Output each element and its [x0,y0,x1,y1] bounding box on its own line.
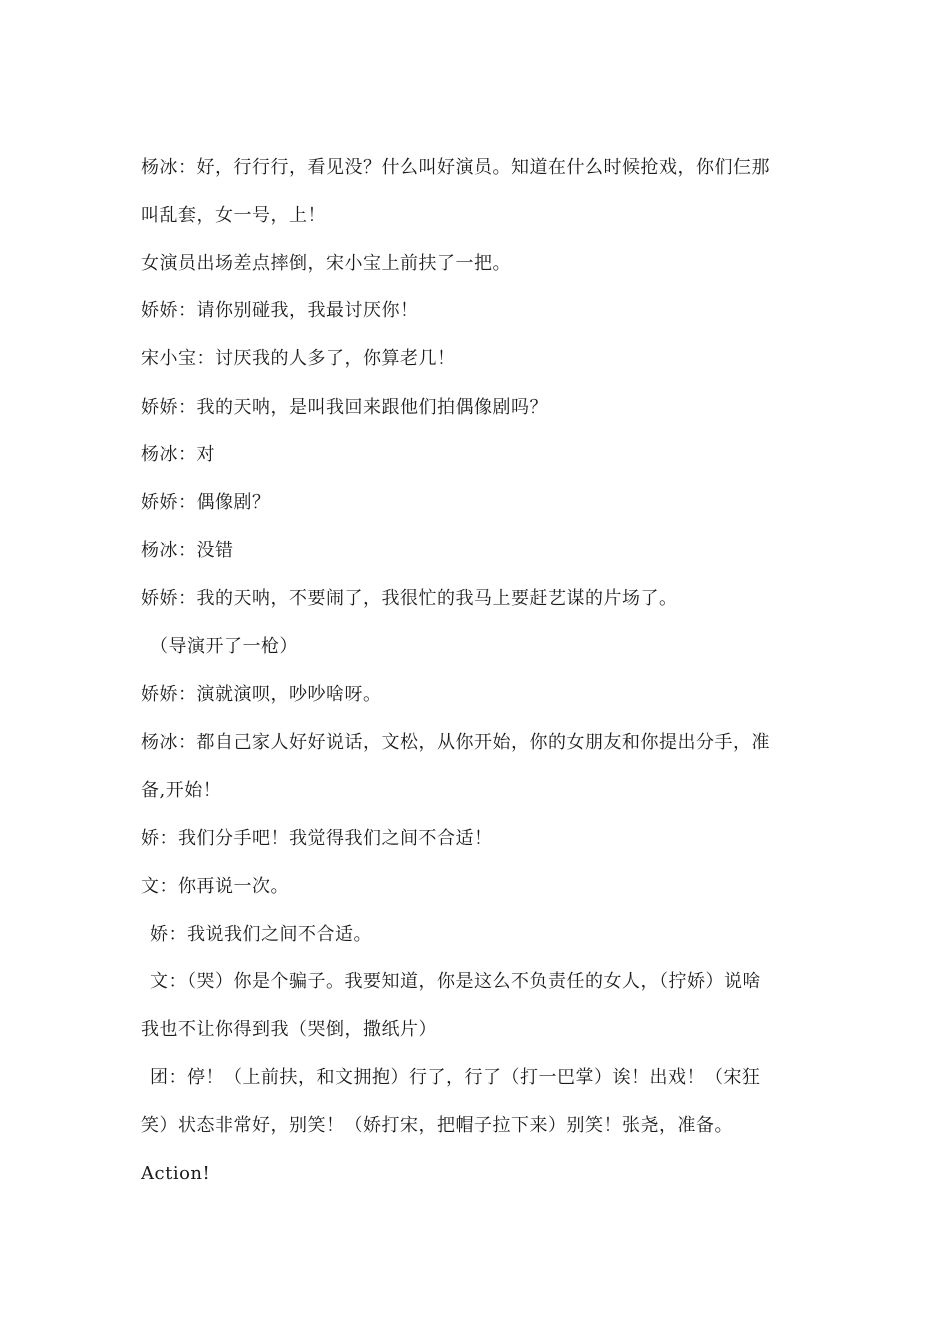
script-line: Action! [141,1163,211,1184]
script-line: 娇：我说我们之间不合适。 [150,924,372,945]
stage-direction: （导演开了一枪） [150,636,298,657]
script-line: 娇娇：我的天呐，是叫我回来跟他们拍偶像剧吗？ [141,397,548,418]
script-line: 杨冰：都自己家人好好说话，文松，从你开始，你的女朋友和你提出分手，准 [141,732,770,753]
script-line: 杨冰：好，行行行，看见没？什么叫好演员。知道在什么时候抢戏，你们仨那 [141,157,770,178]
script-line: 叫乱套，女一号，上！ [141,205,326,226]
script-line: 宋小宝：讨厌我的人多了，你算老几！ [141,348,456,369]
script-line: 娇娇：演就演呗，吵吵啥呀。 [141,684,382,705]
script-line: 文：（哭）你是个骗子。我要知道，你是这么不负责任的女人，（拧娇）说啥 [150,971,761,992]
script-line: 杨冰：没错 [141,540,234,561]
script-line: 团：停！（上前扶，和文拥抱）行了，行了（打一巴掌）诶！出戏！（宋狂 [150,1067,761,1088]
script-line: 文：你再说一次。 [141,876,289,897]
script-line: 娇娇：偶像剧？ [141,492,271,513]
script-line: 娇：我们分手吧！我觉得我们之间不合适！ [141,828,493,849]
script-line: 娇娇：我的天呐，不要闹了，我很忙的我马上要赶艺谋的片场了。 [141,588,678,609]
script-line: 笑）状态非常好，别笑！（娇打宋，把帽子拉下来）别笑！张尧，准备。 [141,1115,733,1136]
script-line: 娇娇：请你别碰我，我最讨厌你！ [141,300,419,321]
script-line: 备,开始！ [141,780,222,801]
script-line: 我也不让你得到我（哭倒，撒纸片） [141,1019,437,1040]
script-line: 杨冰：对 [141,444,215,465]
stage-direction: 女演员出场差点摔倒，宋小宝上前扶了一把。 [141,253,511,274]
